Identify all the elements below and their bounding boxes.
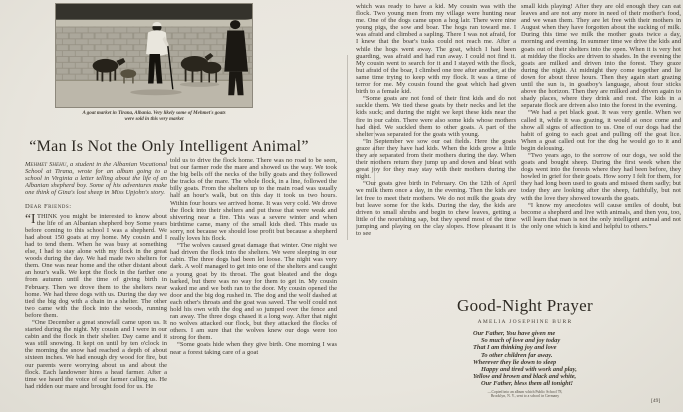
article-column-2 [170,157,337,412]
poem-credit: —Copied into an album which Public School 78, Brooklyn, N. Y., sent to a school in Germany [487,389,563,399]
paragraph: “Two years ago, to the sorrow of our dogs, we sold the goats and bought sheep. During the first week when the dogs went into the forests where they had been before, they howled in grief for their goats. How sorry I felt for them, for they had long been used to goats and missed them sadly; but today they are looking after the sheep, faithfully, but not with the love they showed towards the goats. [521,151,681,202]
article-intro-text: , a student in the Albanian Vocational School at Tirana, wrote for an album going to a school in Virginia a letter telling about the life of an Albanian shepherd boy. Some of his adventures make one think of Gina's lost sheep in Miss Upjohn's story. [25,161,167,197]
poem-line: Our Father, You have given me [473,330,556,337]
article-column-4 [521,3,681,295]
drop-cap: “I [25,210,36,226]
paragraph: “Our goats give birth in February. On the 12th of April we milk them once a day, in the evening. Then the kids are let free to meet their mothers. We do not milk the goats dry but leave some for the kids. During the day, the kids are driven to small shrubs and begin to chew leaves, getting a little of the nourishing sap, but they spend most of the time jumping and playing on the clay slopes. How pleasant it is to see [356,180,516,237]
paragraph: “Some goats are not fond of their first kids and do not suckle them. We tied these goats by their necks and let the kids suck; and during the night we kept these kids near the fire in our cabin. There were also some kids whose mothers had died. We suckled them to other goats. A part of the shelter was separated for the goats with young. [356,95,516,138]
page-gutter-line [374,118,375,186]
salutation: Dear Friends: [25,203,72,211]
poem-line: So much of love and joy today [481,337,561,345]
paragraph: “One December a great snowfall came upon us. It started during the night. My cousin and I were in our cabin and the flock in their shelter. Day came and it was still snowing. It kept on until by ten o'clock in the morning the snow had reached a depth of about sixteen inches. We had enough dry wood for fire, but our parents were worrying about us and about the flock. Each landowner hires a head farmer. After a time we heard the voice of our farmer calling us. He had ridden our mare and brought food for us. He [25,318,167,390]
photo-caption-line2: were sold in this very market [124,117,184,123]
paragraph: “We had a pet black goat. It was very gentle. When we called it, while it was grazing, it would at once come and show all signs of affection to us. One of our dogs had the habit of going to each goat and pulling off the goat lice. When a goat called out for the dog he would go to it and begin delousing. [521,109,681,152]
page-gutter-line [347,55,348,240]
poem-line: That I am thinking joy and love [473,344,557,352]
poem-line: Happy and tired with work and play, [481,366,577,374]
article-column-1 [25,161,167,412]
goat-market-photo-art [56,4,252,107]
paragraph: which was ready to have a kid. My cousin was with the flock. Two young men from my village were hunting near me. One of the dogs came upon a hog lair. There were nine young pigs, the sow and boar. The hogs ran toward me. I was afraid and climbed a sapling. There I was not afraid, for I knew that the boar's tusks could not reach me. After a while the hogs went away. The goat, which I had been guarding, was afraid and had run away. I could not find it. My cousin went to search for it and I stayed with the flock, but afraid of the boar, I climbed one tree after another, at the same time trying to keep with my flock. It was a time of terror for me. My cousin found the goat which had given birth to a female kid. [356,3,516,96]
poem-good-night-prayer [415,296,635,399]
poem-title: Good-Night Prayer [457,296,593,315]
photo-caption [40,111,268,124]
paragraph: “In September we sow our oat fields. Here the goats graze after they have had kids. When the kids grow a little they are separated from their mothers during the day. When their mothers return they jump up and down and bleat with great joy for they may stay with their mothers during the night. [356,137,516,181]
paragraph: “Some goats hide when they give birth. One morning I was near a forest taking care of a goat [170,341,337,356]
photo-caption-line1: A goat market in Tirana, Albania. Very likely some of Mehmet's goats [82,111,226,116]
paragraph: “I know my anecdotes will cause smiles of doubt, but become a shepherd and live with animals, and then you, too, will learn that man is not the only intelligent animal and not the only one which is kind and helpful to others.” [521,201,681,230]
article-intro [25,161,167,196]
author-name: Mehmet Shehu [25,161,67,168]
poem-line: To other children far away. [481,351,553,359]
paragraph: small kids playing! After they are old enough they can eat leaves and are not any more in need of their mother's food, and we wean them. They are let free with their mothers in August when they have forgotten about the sucking of milk. During this time we milk the mother goats twice a day, morning and evening. In summer time we drive the kids and goats out of their shelters into the open. When it is very hot at midday the flocks are driven to shades. In the evening the goats are milked and driven into the forest. They graze during the night. At midnight they come together and lie down for about three hours. Then they again start grazing until the sun is, in goatboy's language, about four sticks above the horizon. Then they are milked and driven again to shady places, where they drink and rest. The kids in a separate flock are driven also into the forest in the evening. [521,3,681,110]
paragraph: “ITHINK you might be interested to know about the life of an Albanian shepherd boy Some years before coming to this school I was a shepherd. We had about 150 goats at my home. My cousin and I had to tend them. When he was busy at something else, I had to stay alone with my flock in the great woods during the day. We had made two shelters for them. One was near home and the other distant about an hour's walk. We kept the flock in the farther one from autumn until the time of giving birth in February. Then we drove them to the shelters near home. We had three dogs with us. During the day we tied the big dog with a chain in a shelter. The other two came with the flock into the woods, running before them. [25,210,167,319]
paragraph: told us to drive the flock home. There was no road to be seen, but our farmer rode the mare and showed us the way. We took the big bells off the necks of the billy goats and they followed the tracks of the mare. The whole flock, in a line, followed the billy goats. From the shelters up to the main road was usually half an hour's walk, but on this day it took us two hours. Within four hours we arrived home. It was very cold. We drove the flock into their shelters and put those that were weak and shivering near a fire. This was a severe winter and when birthtime came, many of the small kids died. This made us sorry, not because we should lose profit but because a shepherd really loves his flock. [170,157,337,243]
page-number: [49] [651,398,661,404]
article-title: “Man Is Not the Only Intelligent Animal” [29,138,309,155]
article-column-3 [356,3,516,299]
poem-line: Wherever they lie down to sleep [473,358,557,366]
paragraph: “The wolves caused great damage that winter. One night we had driven the flock into the shelters. We were sleeping in our cabin. The three dogs had been let loose. The night was very dark. A wolf managed to get into one of the shelters and caught a young goat by its throat. The goat bleated and the dogs barked, but there was no way for them to get in. My cousin waked me and we both ran to the door. My cousin opened the door and the big dog rushed in. The dog and the wolf dashed at each other's throats and the goat was saved. The wolf could not hold his own with the dog and so jumped over the fence and ran away. The three dogs chased it a long way. After that night no wolves attacked our flock, but they attacked the flocks of others. I am sure that the wolves knew our dogs were too strong for them. [170,242,337,342]
poem-line: Our Father, bless them all tonight! [481,380,573,388]
poem-line: Yellow and brown and black and white, [473,373,577,381]
goat-market-photo [55,3,253,108]
poem-body [473,330,577,388]
poem-author: AMELIA JOSEPHINE BURR [477,319,573,325]
